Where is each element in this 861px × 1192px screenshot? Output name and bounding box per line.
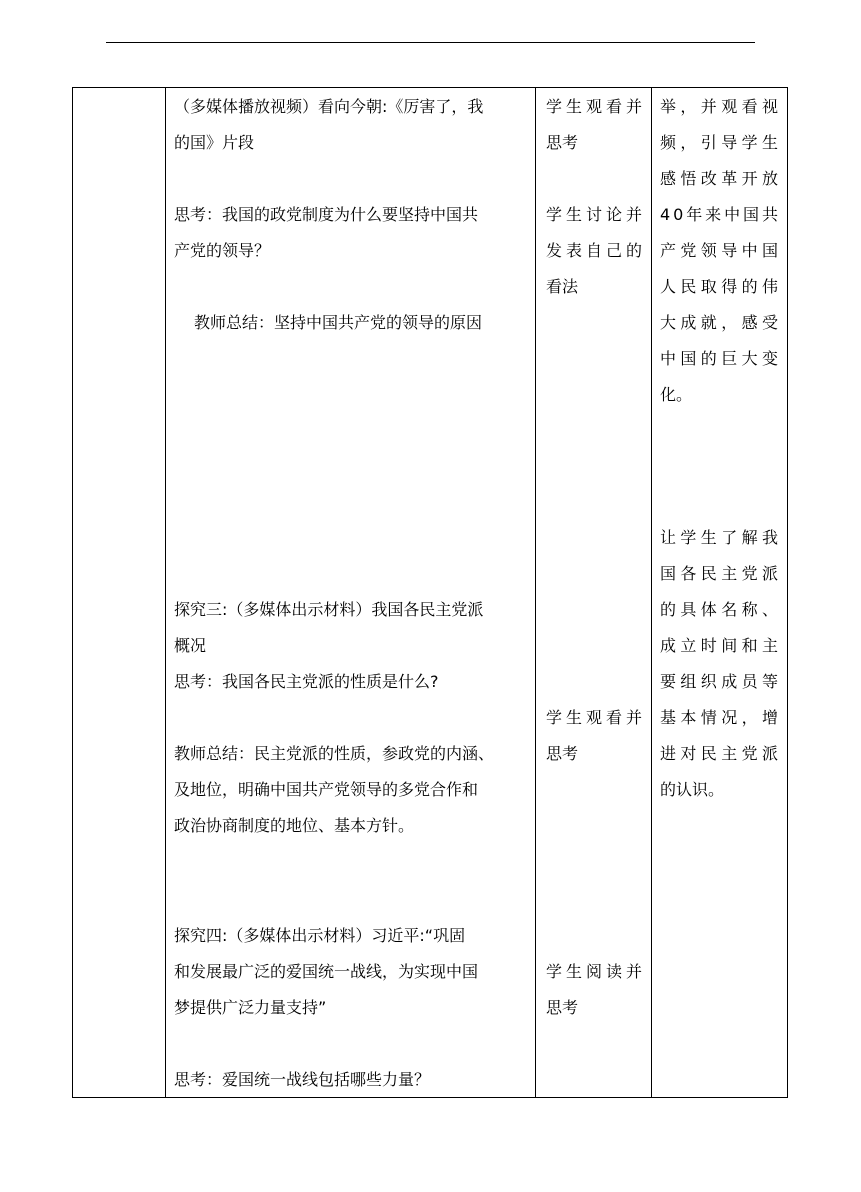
content-line: 探究四:（多媒体出示材料）习近平:“巩固 <box>174 926 466 945</box>
student-activity-line: 看法 <box>546 277 579 296</box>
content-line: 概况 <box>174 636 207 655</box>
design-intent-line: 中国的巨大变 <box>660 349 783 368</box>
design-intent-line: 成立时间和主 <box>660 636 783 655</box>
student-activity-line: 学生讨论并 <box>546 205 646 224</box>
content-line: 思考：我国的政党制度为什么要坚持中国共 <box>174 205 479 224</box>
content-line: 政治协商制度的地位、基本方针。 <box>174 816 415 835</box>
content-line: 和发展最广泛的爱国统一战线，为实现中国 <box>174 962 479 981</box>
content-line: 探究三:（多媒体出示材料）我国各民主党派 <box>174 600 484 619</box>
content-line: 梦提供广泛力量支持” <box>174 998 327 1017</box>
design-intent-line: 让学生了解我 <box>660 528 783 547</box>
content-line: 的国》片段 <box>174 133 255 152</box>
design-intent-line: 人民取得的伟 <box>660 277 783 296</box>
column-divider <box>535 88 536 1097</box>
design-intent-line: 要组织成员等 <box>660 672 783 691</box>
content-line: 及地位，明确中国共产党领导的多党合作和 <box>174 780 479 799</box>
content-line: 教师总结：民主党派的性质，参政党的内涵、 <box>174 744 495 763</box>
design-intent-line: 举，并观看视 <box>660 97 783 116</box>
design-intent-line: 40年来中国共 <box>660 205 781 224</box>
student-activity-line: 学生阅读并 <box>546 962 646 981</box>
content-line: 思考：我国各民主党派的性质是什么? <box>174 672 439 691</box>
content-line: 产党的领导？ <box>174 241 271 260</box>
design-intent-line: 频，引导学生 <box>660 133 783 152</box>
student-activity-line: 思考 <box>546 133 579 152</box>
design-intent-line: 化。 <box>660 385 693 404</box>
student-activity-line: 发表自己的 <box>546 241 646 260</box>
design-intent-line: 的具体名称、 <box>660 600 783 619</box>
design-intent-line: 的认识。 <box>660 780 725 799</box>
design-intent-line: 感悟改革开放 <box>660 169 783 188</box>
column-divider <box>651 88 652 1097</box>
content-line: （多媒体播放视频）看向今朝:《厉害了，我 <box>174 97 484 116</box>
header-rule <box>106 42 755 43</box>
design-intent-line: 大成就，感受 <box>660 313 783 332</box>
design-intent-line: 产党领导中国 <box>660 241 783 260</box>
student-activity-line: 学生观看并 <box>546 97 646 116</box>
design-intent-line: 进对民主党派 <box>660 744 783 763</box>
student-activity-line: 思考 <box>546 744 579 763</box>
lesson-table <box>72 87 788 1098</box>
content-line: 思考：爱国统一战线包括哪些力量？ <box>174 1070 431 1089</box>
student-activity-line: 学生观看并 <box>546 708 646 727</box>
content-line: 教师总结：坚持中国共产党的领导的原因 <box>194 313 483 332</box>
student-activity-line: 思考 <box>546 998 579 1017</box>
design-intent-line: 国各民主党派 <box>660 564 783 583</box>
column-divider <box>165 88 166 1097</box>
design-intent-line: 基本情况，增 <box>660 708 783 727</box>
